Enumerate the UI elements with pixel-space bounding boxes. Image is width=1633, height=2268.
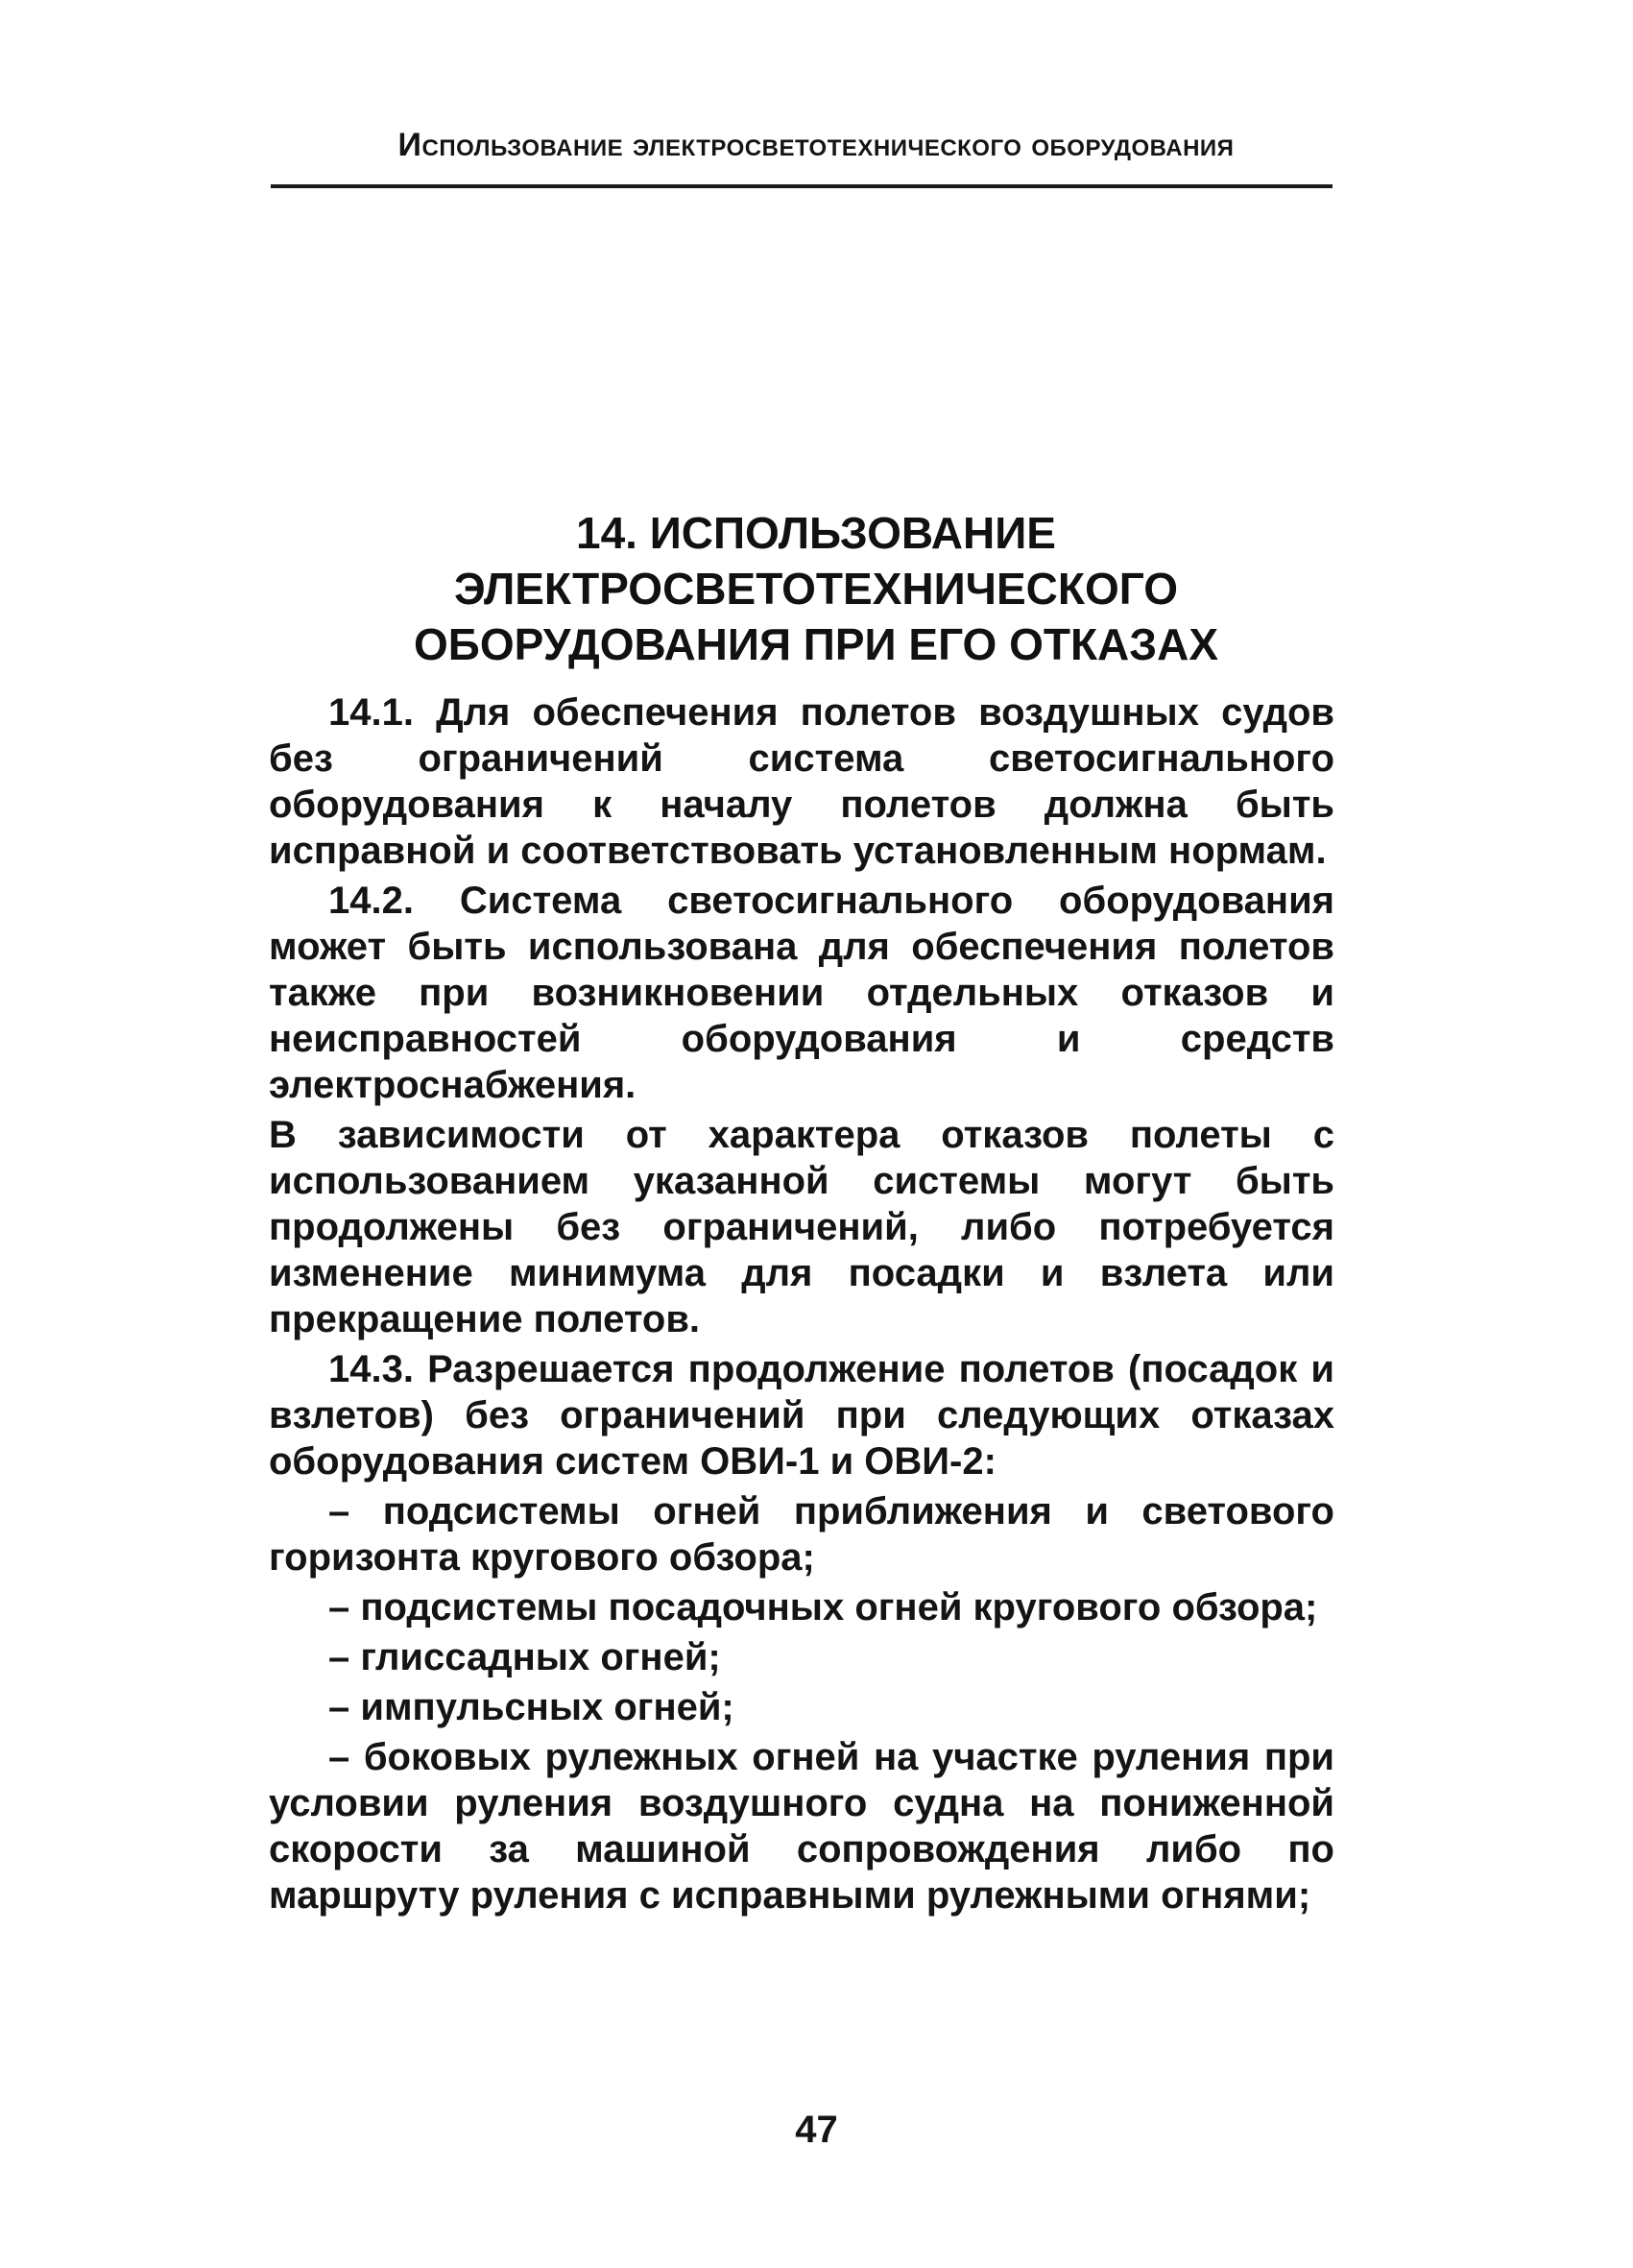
running-head: Использование электросветотехнического оборудования xyxy=(397,127,1235,163)
list-item: – глиссадных огней; xyxy=(328,1636,721,1678)
list-item: – подсистемы посадочных огней кругового обзора; xyxy=(328,1586,1318,1629)
paragraph-14-2: 14.2. Система светосигнального оборудования может быть использована для обеспечения полетов также при возникновении отдельных отказов и неисправностей оборудования и средств электроснабжения. xyxy=(269,880,1334,1106)
paragraph-14-3: 14.3. Разрешается продолжение полетов (посадок и взлетов) без ограничений при следующих отказах оборудования систем ОВИ-1 и ОВИ-2: xyxy=(269,1348,1334,1483)
paragraph-failure-consequences: В зависимости от характера отказов полеты с использованием указанной системы могут быть продолжены без ограничений, либо потребуется изменение минимума для посадки и взлета или прекращение полетов. xyxy=(269,1114,1334,1340)
list-item: – боковых рулежных огней на участке руления при условии руления воздушного судна на пониженной скорости за машиной сопровождения либо по маршруту руления с исправными рулежными огнями; xyxy=(269,1736,1334,1917)
paragraph-14-1: 14.1. Для обеспечения полетов воздушных судов без ограничений система светосигнального оборудования к началу полетов должна быть исправной и соответствовать установленным нормам. xyxy=(269,691,1334,872)
list-item: – импульсных огней; xyxy=(328,1686,734,1728)
section-heading-line: 14. ИСПОЛЬЗОВАНИЕ xyxy=(575,508,1056,558)
section-heading-line: ОБОРУДОВАНИЯ ПРИ ЕГО ОТКАЗАХ xyxy=(414,619,1218,669)
header-rule xyxy=(271,184,1333,188)
page-number: 47 xyxy=(795,2109,838,2151)
list-item: – подсистемы огней приближения и светового горизонта кругового обзора; xyxy=(269,1490,1334,1579)
section-heading xyxy=(278,505,1354,672)
section-heading-line: ЭЛЕКТРОСВЕТОТЕХНИЧЕСКОГО xyxy=(453,564,1179,614)
body-text xyxy=(269,689,1334,1922)
